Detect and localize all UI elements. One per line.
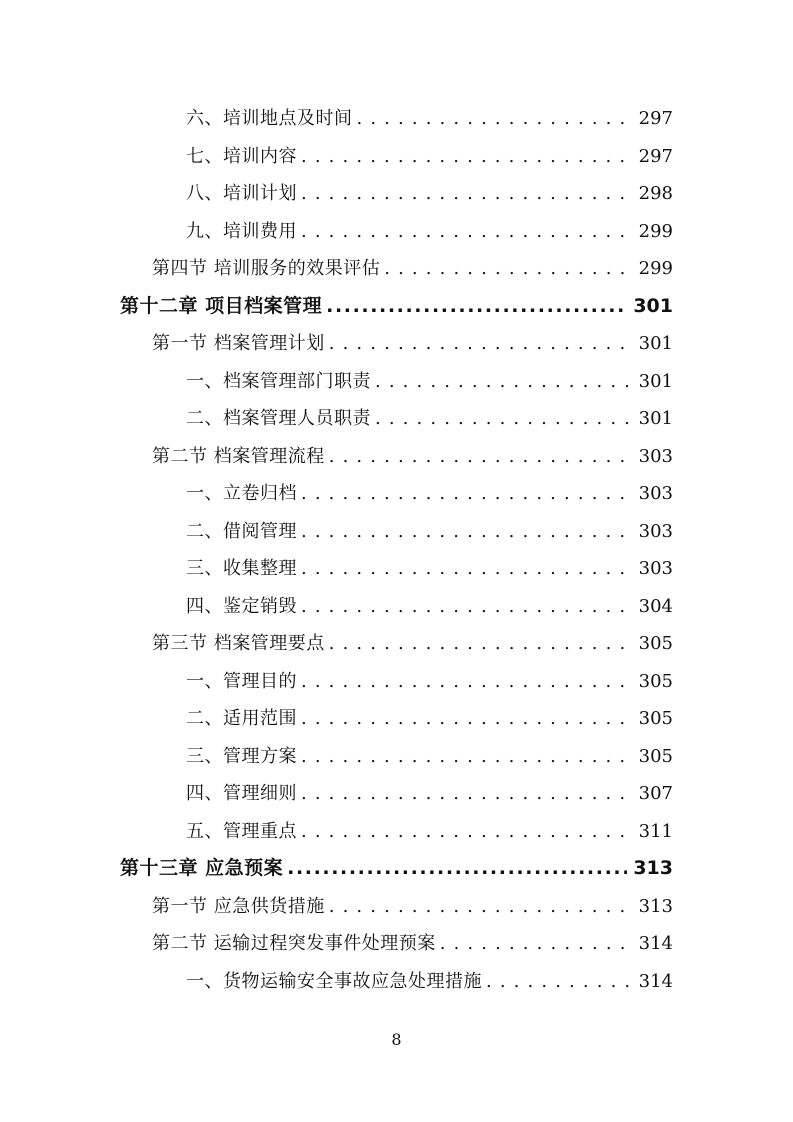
toc-dot-leader [287, 850, 627, 887]
toc-entry[interactable] [186, 588, 673, 625]
toc-entry[interactable] [120, 288, 673, 325]
toc-dot-leader [301, 588, 633, 625]
toc-entry-title: 第十三章 应急预案 [120, 857, 284, 879]
toc-entry[interactable] [186, 775, 673, 812]
toc-entry-page-number: 305 [638, 745, 673, 767]
toc-entry-page-number: 303 [638, 483, 673, 504]
toc-entry-page-number: 303 [638, 445, 673, 467]
toc-entry[interactable] [186, 400, 673, 437]
toc-entry[interactable] [152, 625, 673, 662]
toc-entry-page-number: 314 [638, 933, 673, 954]
toc-entry[interactable] [186, 175, 673, 212]
toc-dot-leader [326, 288, 627, 325]
toc-entry-title: 三、收集整理 [186, 558, 297, 579]
toc-dot-leader [301, 138, 633, 175]
toc-dot-leader [301, 813, 633, 850]
toc-entry-page-number: 297 [638, 108, 673, 129]
toc-dot-leader [301, 175, 633, 212]
toc-dot-leader [301, 475, 633, 512]
toc-entry[interactable] [186, 550, 673, 587]
toc-entry-page-number: 305 [638, 708, 673, 729]
toc-entry[interactable] [186, 963, 673, 1000]
toc-entry-page-number: 304 [638, 595, 673, 617]
toc-entry-page-number: 307 [638, 783, 673, 804]
toc-entry-page-number: 311 [638, 820, 673, 842]
toc-dot-leader [301, 700, 633, 737]
toc-entry[interactable] [186, 213, 673, 250]
toc-entry[interactable] [120, 850, 673, 887]
toc-dot-leader [357, 100, 633, 137]
toc-entry-title: 二、档案管理人员职责 [186, 408, 371, 429]
toc-dot-leader [440, 925, 633, 962]
toc-entry-page-number: 301 [633, 294, 673, 317]
toc-entry[interactable] [186, 475, 673, 512]
toc-entry-title: 八、培训计划 [186, 183, 297, 204]
toc-entry-page-number: 299 [638, 220, 673, 242]
toc-dot-leader [486, 963, 633, 1000]
toc-entry-page-number: 313 [638, 895, 673, 917]
toc-dot-leader [329, 888, 633, 925]
toc-entry[interactable] [152, 438, 673, 475]
toc-entry-title: 四、管理细则 [186, 783, 297, 804]
toc-entry[interactable] [186, 813, 673, 850]
toc-entry-title: 一、管理目的 [186, 670, 297, 692]
toc-dot-leader [375, 400, 633, 437]
toc-entry-title: 第二节 运输过程突发事件处理预案 [152, 933, 436, 954]
toc-entry-page-number: 297 [638, 145, 673, 167]
toc-entry-title: 一、立卷归档 [186, 483, 297, 504]
toc-entry-title: 三、管理方案 [186, 745, 297, 767]
toc-entry-page-number: 305 [638, 670, 673, 692]
toc-entry-page-number: 301 [638, 333, 673, 354]
toc-entry-title: 第十二章 项目档案管理 [120, 294, 323, 317]
toc-dot-leader [301, 213, 633, 250]
toc-dot-leader [301, 513, 633, 550]
toc-dot-leader [301, 550, 633, 587]
toc-entry-title: 第二节 档案管理流程 [152, 445, 325, 467]
toc-entry-page-number: 299 [638, 258, 673, 279]
toc-entry-title: 六、培训地点及时间 [186, 108, 353, 129]
toc-entry-page-number: 298 [638, 183, 673, 204]
toc-entry-page-number: 313 [633, 857, 673, 879]
toc-entry[interactable] [186, 700, 673, 737]
toc-entry-title: 二、适用范围 [186, 708, 297, 729]
toc-entry-title: 第三节 档案管理要点 [152, 633, 325, 654]
toc-dot-leader [329, 438, 633, 475]
toc-dot-leader [301, 663, 633, 700]
toc-entry-title: 七、培训内容 [186, 145, 297, 167]
toc-entry-page-number: 301 [638, 408, 673, 429]
toc-dot-leader [384, 250, 632, 287]
toc-dot-leader [329, 625, 633, 662]
toc-entry[interactable] [186, 100, 673, 137]
toc-dot-leader [301, 738, 633, 775]
toc-dot-leader [329, 325, 633, 362]
toc-entry-title: 一、货物运输安全事故应急处理措施 [186, 970, 482, 992]
toc-entry-title: 一、档案管理部门职责 [186, 370, 371, 392]
toc-entry[interactable] [186, 513, 673, 550]
toc-entry-title: 第一节 档案管理计划 [152, 333, 325, 354]
toc-entry[interactable] [152, 325, 673, 362]
toc-entry[interactable] [186, 738, 673, 775]
toc-entry[interactable] [186, 138, 673, 175]
toc-dot-leader [301, 775, 633, 812]
toc-entry-title: 四、鉴定销毁 [186, 595, 297, 617]
toc-entry-title: 二、借阅管理 [186, 520, 297, 542]
toc-entry-page-number: 314 [638, 970, 673, 992]
toc-entry-title: 五、管理重点 [186, 820, 297, 842]
page-number: 8 [391, 1030, 402, 1049]
toc-dot-leader [375, 363, 633, 400]
toc-entry[interactable] [186, 363, 673, 400]
toc-entry[interactable] [152, 888, 673, 925]
toc-entry[interactable] [186, 663, 673, 700]
toc-entry[interactable] [152, 925, 673, 962]
toc-entry-page-number: 305 [638, 633, 673, 654]
toc-entry[interactable] [152, 250, 673, 287]
toc-entry-title: 第四节 培训服务的效果评估 [152, 258, 381, 279]
toc-entry-page-number: 303 [638, 558, 673, 579]
toc-entry-page-number: 303 [638, 520, 673, 542]
toc-entry-title: 第一节 应急供货措施 [152, 895, 325, 917]
toc-entry-page-number: 301 [638, 370, 673, 392]
toc-entry-title: 九、培训费用 [186, 220, 297, 242]
